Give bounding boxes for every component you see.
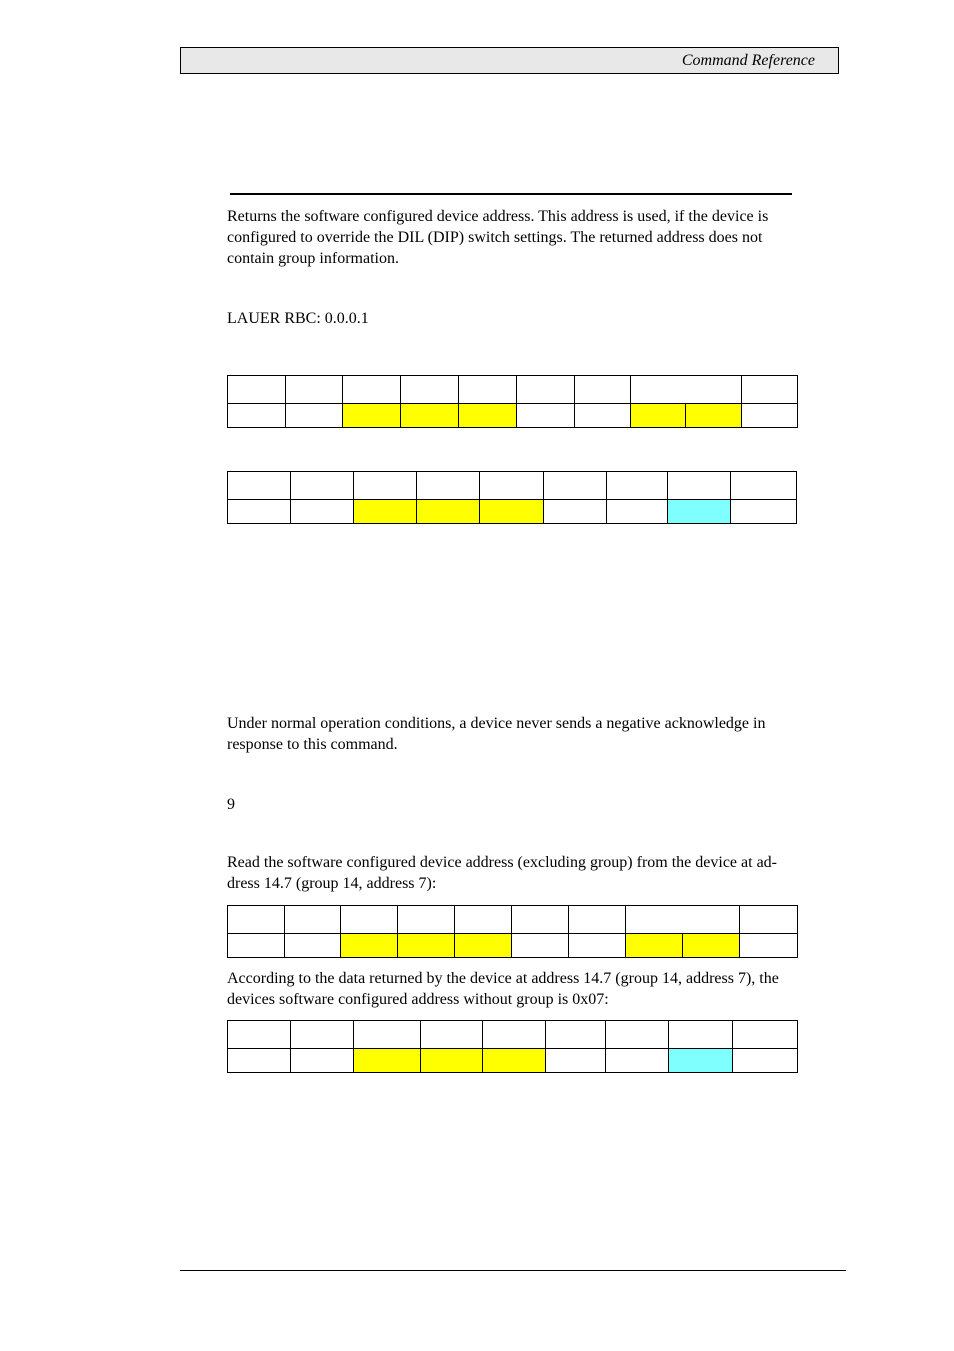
table-cell <box>512 906 569 934</box>
table-cell <box>286 404 343 428</box>
table-cell <box>733 1021 798 1049</box>
table-cell <box>421 1049 483 1073</box>
table-cell <box>669 1049 733 1073</box>
table-row <box>228 500 797 524</box>
table-cell <box>733 1049 798 1073</box>
table-cell <box>483 1021 546 1049</box>
table-cell <box>228 376 286 404</box>
table-cell <box>228 1049 291 1073</box>
table-cell <box>543 500 606 524</box>
table-row <box>228 906 798 934</box>
table-cell <box>631 376 742 404</box>
table-cell <box>575 376 631 404</box>
table-cell <box>398 934 455 958</box>
table-cell <box>667 500 730 524</box>
table-cell <box>546 1021 606 1049</box>
table-cell <box>740 906 798 934</box>
example-request-table <box>227 905 798 958</box>
table-cell <box>459 404 517 428</box>
table-cell <box>742 404 798 428</box>
table-cell <box>354 1021 421 1049</box>
table-cell <box>354 1049 421 1073</box>
table-cell <box>343 404 401 428</box>
table-cell <box>291 1049 354 1073</box>
table-cell <box>631 404 686 428</box>
table-cell <box>285 906 341 934</box>
command-frame-table <box>227 375 798 428</box>
table-cell <box>626 906 740 934</box>
footer-divider <box>180 1270 846 1271</box>
table-cell <box>228 404 286 428</box>
table-cell <box>417 500 480 524</box>
table-cell <box>480 472 543 500</box>
response-frame-table <box>227 471 797 524</box>
table-cell <box>401 376 459 404</box>
table-cell <box>730 472 796 500</box>
table-cell <box>455 934 512 958</box>
table-cell <box>575 404 631 428</box>
table-cell <box>398 906 455 934</box>
table-cell <box>285 934 341 958</box>
table-cell <box>669 1021 733 1049</box>
table-cell <box>291 1021 354 1049</box>
table-cell <box>354 500 417 524</box>
table-cell <box>667 472 730 500</box>
description-text: Returns the software configured device address. This address is used, if the device is configured to override the DIL (DIP) switch settings. The returned address does not contain group information. <box>227 208 769 267</box>
header-title: Command Reference <box>681 52 815 69</box>
table-cell <box>543 472 606 500</box>
table-cell <box>455 906 512 934</box>
table-cell <box>683 934 740 958</box>
table-row <box>228 1021 798 1049</box>
table-cell <box>343 376 401 404</box>
table-cell <box>286 376 343 404</box>
table-cell <box>730 500 796 524</box>
table-cell <box>228 906 285 934</box>
table-cell <box>686 404 742 428</box>
table-cell <box>517 404 575 428</box>
table-cell <box>291 500 354 524</box>
table-row <box>228 404 798 428</box>
table-cell <box>512 934 569 958</box>
example-result-text: According to the data returned by the device at address 14.7 (group 14, address 7), the devices software configured address without group is 0x07: <box>227 970 779 1008</box>
table-cell <box>401 404 459 428</box>
table-cell <box>228 934 285 958</box>
table-cell <box>228 500 291 524</box>
section-divider <box>230 193 792 195</box>
table-cell <box>228 472 291 500</box>
table-cell <box>291 472 354 500</box>
table-cell <box>546 1049 606 1073</box>
table-cell <box>517 376 575 404</box>
table-cell <box>569 906 626 934</box>
table-cell <box>483 1049 546 1073</box>
table-row <box>228 1049 798 1073</box>
table-cell <box>417 472 480 500</box>
table-cell <box>606 500 667 524</box>
table-cell <box>569 934 626 958</box>
table-cell <box>459 376 517 404</box>
table-cell <box>341 934 398 958</box>
table-cell <box>228 1021 291 1049</box>
table-cell <box>606 472 667 500</box>
table-cell <box>740 934 798 958</box>
table-cell <box>354 472 417 500</box>
header-bar <box>180 47 839 74</box>
table-cell <box>742 376 798 404</box>
length-text: 9 <box>227 796 235 813</box>
example-intro-text: Read the software configured device address (excluding group) from the device at ad-dress 14.7 (group 14, address 7): <box>227 854 777 892</box>
table-cell <box>606 1021 669 1049</box>
table-cell <box>606 1049 669 1073</box>
table-row <box>228 376 798 404</box>
example-response-table <box>227 1020 798 1073</box>
table-cell <box>480 500 543 524</box>
nak-note-text: Under normal operation conditions, a device never sends a negative acknowledge in response to this command. <box>227 715 766 753</box>
table-cell <box>626 934 683 958</box>
table-cell <box>421 1021 483 1049</box>
table-cell <box>341 906 398 934</box>
table-row <box>228 472 797 500</box>
version-text: LAUER RBC: 0.0.0.1 <box>227 310 369 327</box>
table-row <box>228 934 798 958</box>
